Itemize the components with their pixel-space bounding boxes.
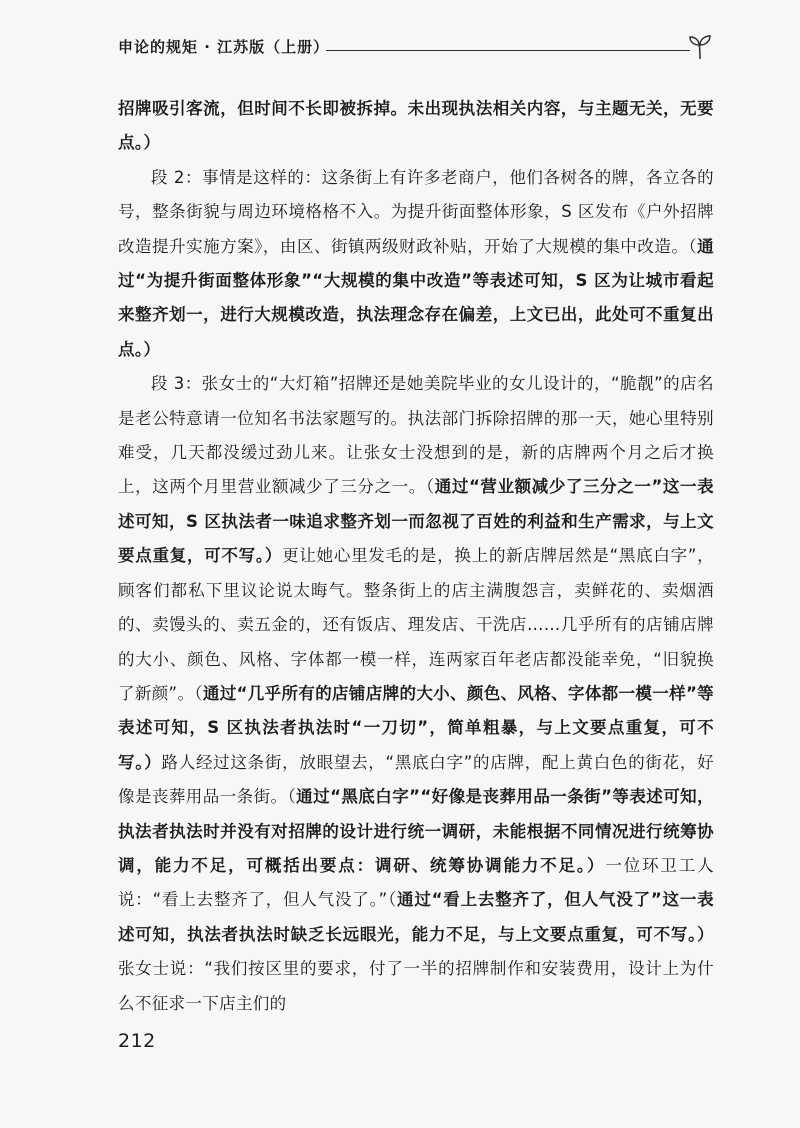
source-text: 段 2：事情是这样的：这条街上有许多老商户，他们各树各的牌，各立各的号，整条街貌与周边环境格格不入。为提升街面整体形象，S 区发布《户外招牌改造提升实施方案》，由区、街镇两级财政补贴，开始了大规模的集中改造。（ bbox=[118, 167, 714, 256]
source-text: 更让她心里发毛的是，换上的新店牌居然是“黑底白字”，顾客们都私下里议论说太晦气。整条街上的店主满腹怨言，卖鲜花的、卖烟酒的、卖馒头的、卖五金的，还有饭店、理发店、干洗店……几乎所有的店铺店牌的大小、颜色、风格、字体都一模一样，连两家百年老店都没能幸免，“旧貌换了新颜”。（ bbox=[118, 546, 714, 703]
paragraph-para-2 bbox=[118, 161, 714, 367]
source-text: 一位环卫工人说：“看上去整齐了，但人气没了。”（ bbox=[118, 855, 714, 910]
annotation-text: 通过“为提升街面整体形象”“大规模的集中改造”等表述可知，S 区为让城市看起来整齐划一，进行大规模改造，执法理念存在偏差，上文已出，此处可不重复出点。） bbox=[118, 236, 714, 359]
paragraph-continuation bbox=[118, 92, 714, 161]
annotation-text: 招牌吸引客流，但时间不长即被拆掉。未出现执法相关内容，与主题无关，无要点。） bbox=[118, 99, 714, 153]
annotation-text: 通过“几乎所有的店铺店牌的大小、颜色、风格、字体都一模一样”等表述可知，S 区执法者执法时“一刀切”，简单粗暴，与上文要点重复，可不写。） bbox=[118, 683, 714, 772]
running-header bbox=[118, 34, 712, 64]
annotation-text: 通过“营业额减少了三分之一”这一表述可知，S 区执法者一味追求整齐划一而忽视了百姓的利益和生产需求，与上文要点重复，可不写。） bbox=[118, 477, 714, 566]
page-number: 212 bbox=[118, 1030, 156, 1052]
source-text: 张女士说：“我们按区里的要求，付了一半的招牌制作和安装费用，设计上为什么不征求一下店主们的 bbox=[118, 959, 714, 1013]
page-body bbox=[118, 92, 714, 1021]
annotation-text: 通过“看上去整齐了，但人气没了”这一表述可知，执法者执法时缺乏长远眼光，能力不足，与上文要点重复，可不写。） bbox=[118, 890, 714, 944]
sprout-icon bbox=[688, 34, 712, 60]
source-text: 路人经过这条街，放眼望去，“黑底白字”的店牌，配上黄白色的街花，好像是丧葬用品一条街。（ bbox=[118, 752, 714, 807]
source-text: 段 3：张女士的“大灯箱”招牌还是她美院毕业的女儿设计的，“脆靓”的店名是老公特意请一位知名书法家题写的。执法部门拆除招牌的那一天，她心里特别难受，几天都没缓过劲儿来。让张女士没想到的是，新的店牌两个月之后才换上，这两个月里营业额减少了三分之一。（ bbox=[118, 374, 714, 497]
book-title: 申论的规矩 · 江苏版（上册） bbox=[118, 38, 330, 56]
annotation-text: 通过“黑底白字”“好像是丧葬用品一条街”等表述可知，执法者执法时并没有对招牌的设计进行统一调研，未能根据不同情况进行统筹协调，能力不足，可概括出要点：调研、统筹协调能力不足。） bbox=[118, 787, 714, 875]
header-rule bbox=[326, 50, 690, 51]
paragraph-para-3 bbox=[118, 367, 714, 1021]
